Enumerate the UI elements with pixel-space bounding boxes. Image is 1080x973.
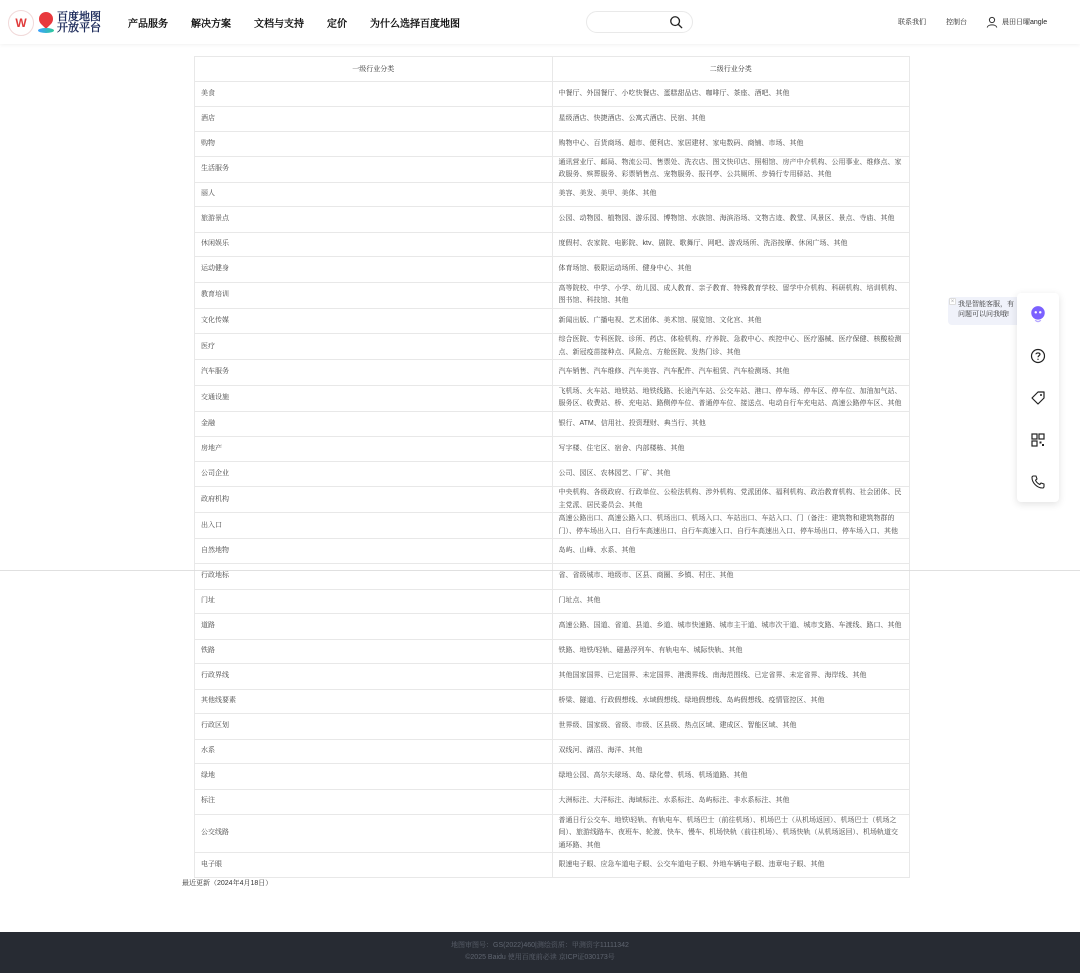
table-row — [195, 789, 910, 814]
table-row — [195, 689, 910, 714]
secondary-category-cell: 其他国家国界、已定国界、未定国界、港澳界线、南海范围线、已定省界、未定省界、海岸线、其他 — [552, 664, 910, 690]
console-wrap — [946, 0, 967, 44]
secondary-category-cell: 公司、园区、农林园艺、厂矿、其他 — [552, 461, 910, 487]
qrcode-icon — [1030, 432, 1046, 448]
phone-icon — [1030, 474, 1046, 490]
table-row — [195, 639, 910, 664]
secondary-category-cell: 星级酒店、快捷酒店、公寓式酒店、民宿、其他 — [552, 106, 910, 132]
table-row — [195, 664, 910, 690]
help-icon — [1030, 348, 1046, 364]
logo[interactable] — [8, 9, 101, 37]
search-icon[interactable] — [669, 15, 683, 29]
nav-pricing[interactable]: 定价 — [327, 18, 347, 30]
table-body — [195, 82, 910, 878]
table-row — [195, 308, 910, 334]
primary-category-cell: 政府机构 — [195, 487, 553, 513]
table-row — [195, 539, 910, 564]
secondary-category-cell: 门址点、其他 — [552, 589, 910, 614]
logo-text — [57, 12, 101, 34]
nav-products[interactable]: 产品服务 — [128, 18, 168, 30]
search-box — [586, 11, 693, 33]
logo-line1: 百度地图 — [57, 11, 101, 23]
secondary-category-cell: 汽车销售、汽车维修、汽车美容、汽车配件、汽车租赁、汽车检测场、其他 — [552, 360, 910, 386]
industry-table-wrap — [194, 56, 910, 878]
table-row — [195, 385, 910, 411]
table-row — [195, 614, 910, 640]
divider-line — [0, 570, 1080, 571]
secondary-category-cell: 省、省级城市、地级市、区县、商圈、乡镇、村庄、其他 — [552, 564, 910, 590]
primary-category-cell: 酒店 — [195, 106, 553, 132]
nav-docs[interactable]: 文档与支持 — [254, 18, 304, 30]
table-row — [195, 411, 910, 437]
table-row — [195, 106, 910, 132]
contact-wrap — [898, 0, 926, 44]
tag-icon — [1030, 390, 1046, 406]
table-row — [195, 564, 910, 590]
secondary-category-cell: 双线河、湖沼、海洋、其他 — [552, 739, 910, 764]
primary-category-cell: 绿地 — [195, 764, 553, 790]
secondary-category-cell: 度假村、农家院、电影院、ktv、剧院、歌舞厅、网吧、游戏场所、洗浴按摩、休闲广场、其他 — [552, 232, 910, 257]
secondary-category-cell: 限速电子眼、应急车道电子眼、公交车道电子眼、外地车辆电子眼、违章电子眼、其他 — [552, 853, 910, 878]
last-update: 最近更新（2024年4月18日） — [182, 880, 273, 887]
secondary-category-cell: 通讯营业厅、邮局、物流公司、售票处、洗衣店、图文快印店、照相馆、房产中介机构、公用事业、维修点、家政服务、殡葬服务、彩票销售点、宠物服务、报刊亭、公共厕所、步骑行专用驿站、其他 — [552, 156, 910, 182]
main-nav — [128, 0, 483, 44]
primary-category-cell: 自然地物 — [195, 539, 553, 564]
search-input[interactable] — [595, 12, 673, 32]
logo-line2: 开放平台 — [57, 22, 101, 34]
secondary-category-cell: 银行、ATM、信用社、投资理财、典当行、其他 — [552, 411, 910, 437]
secondary-category-cell: 岛屿、山峰、水系、其他 — [552, 539, 910, 564]
qrcode-button[interactable] — [1017, 419, 1059, 461]
secondary-category-cell: 体育场馆、极限运动场所、健身中心、其他 — [552, 257, 910, 283]
primary-category-cell: 美食 — [195, 82, 553, 107]
primary-category-cell: 休闲娱乐 — [195, 232, 553, 257]
table-row — [195, 360, 910, 386]
tag-button[interactable] — [1017, 377, 1059, 419]
secondary-category-cell: 高速公路、国道、省道、县道、乡道、城市快速路、城市主干道、城市次干道、城市支路、车渡线、路口、其他 — [552, 614, 910, 640]
secondary-category-cell: 中餐厅、外国餐厅、小吃快餐店、蛋糕甜品店、咖啡厅、茶座、酒吧、其他 — [552, 82, 910, 107]
help-button[interactable] — [1017, 335, 1059, 377]
secondary-category-cell: 世界级、国家级、省级、市级、区县级、热点区域、建成区、智能区域、其他 — [552, 714, 910, 740]
secondary-category-cell: 铁路、地铁/轻轨、磁悬浮列车、有轨电车、城际快轨、其他 — [552, 639, 910, 664]
table-row — [195, 257, 910, 283]
primary-category-cell: 医疗 — [195, 334, 553, 360]
footer-license: 地图审图号：GS(2022)460|测绘资质：甲测资字11111342 — [451, 942, 629, 949]
primary-category-cell: 公司企业 — [195, 461, 553, 487]
table-header-row — [195, 57, 910, 82]
contact-link[interactable]: 联系我们 — [898, 19, 926, 26]
logo-badge: W — [8, 10, 34, 36]
assistant-bubble[interactable] — [948, 297, 1022, 325]
secondary-category-cell: 综合医院、专科医院、诊所、药店、体检机构、疗养院、急救中心、疾控中心、医疗器械、医疗保健、核酸检测点、新冠疫苗接种点、风险点、方舱医院、发热门诊、其他 — [552, 334, 910, 360]
user-icon — [986, 16, 998, 28]
secondary-category-cell: 写字楼、住宅区、宿舍、内部楼栋、其他 — [552, 437, 910, 462]
table-row — [195, 182, 910, 207]
table-row — [195, 714, 910, 740]
secondary-category-cell: 大洲标注、大洋标注、海域标注、水系标注、岛屿标注、非水系标注、其他 — [552, 789, 910, 814]
secondary-category-cell: 绿地公园、高尔夫球场、岛、绿化带、机场、机场道路、其他 — [552, 764, 910, 790]
col-header-secondary: 二级行业分类 — [552, 57, 910, 82]
primary-category-cell: 道路 — [195, 614, 553, 640]
primary-category-cell: 生活服务 — [195, 156, 553, 182]
table-row — [195, 814, 910, 853]
secondary-category-cell: 高等院校、中学、小学、幼儿园、成人教育、亲子教育、特殊教育学校、留学中介机构、科研机构、培训机构、图书馆、科技馆、其他 — [552, 282, 910, 308]
primary-category-cell: 旅游景点 — [195, 207, 553, 233]
table-row — [195, 207, 910, 233]
table-row — [195, 232, 910, 257]
secondary-category-cell: 普通日行公交车、地铁\轻轨、有轨电车、机场巴士（前往机场）、机场巴士（从机场返回）、机场巴士（机场之间）、旅游线路车、夜班车、轮渡、快车、慢车、机场快轨（前往机场）、机场快轨（从机场返回）、机场轨道交通环路、其他 — [552, 814, 910, 853]
table-row — [195, 589, 910, 614]
secondary-category-cell: 中央机构、各级政府、行政单位、公检法机构、涉外机构、党派团体、福利机构、政治教育机构、社会团体、民主党派、居民委员会、其他 — [552, 487, 910, 513]
primary-category-cell: 公交线路 — [195, 814, 553, 853]
secondary-category-cell: 公园、动物园、植物园、游乐园、博物馆、水族馆、海滨浴场、文物古迹、教堂、风景区、景点、寺庙、其他 — [552, 207, 910, 233]
table-row — [195, 282, 910, 308]
primary-category-cell: 行政区划 — [195, 714, 553, 740]
top-header — [0, 0, 1080, 44]
secondary-category-cell: 新闻出版、广播电视、艺术团体、美术馆、展览馆、文化宫、其他 — [552, 308, 910, 334]
close-icon[interactable]: × — [950, 299, 955, 305]
map-pin-icon — [38, 12, 54, 34]
primary-category-cell: 文化传媒 — [195, 308, 553, 334]
primary-category-cell: 门址 — [195, 589, 553, 614]
secondary-category-cell: 飞机场、火车站、地铁站、地铁线路、长途汽车站、公交车站、港口、停车场、停车区、停车位、加油加气站、服务区、收费站、桥、充电站、路侧停车位、普通停车位、接送点、电动自行车充电站、高速公路停车区、其他 — [552, 385, 910, 411]
primary-category-cell: 购物 — [195, 132, 553, 157]
footer-copyright: ©2025 Baidu 使用百度前必读 京ICP证030173号 — [465, 954, 615, 961]
primary-category-cell: 行政界线 — [195, 664, 553, 690]
side-toolbar — [1017, 293, 1059, 502]
table-row — [195, 437, 910, 462]
nav-solutions[interactable]: 解决方案 — [191, 18, 231, 30]
assistant-button[interactable] — [1017, 293, 1059, 335]
primary-category-cell: 其他线要素 — [195, 689, 553, 714]
primary-category-cell: 出入口 — [195, 513, 553, 539]
table-row — [195, 487, 910, 513]
assistant-bubble-text: 我是智能客服，有问题可以问我哦! — [958, 301, 1014, 318]
table-row — [195, 853, 910, 878]
table-row — [195, 739, 910, 764]
phone-button[interactable] — [1017, 461, 1059, 503]
table-row — [195, 334, 910, 360]
table-row — [195, 156, 910, 182]
username: 晨田日曜angle — [1002, 19, 1048, 26]
secondary-category-cell: 购物中心、百货商场、超市、便利店、家居建材、家电数码、商铺、市场、其他 — [552, 132, 910, 157]
primary-category-cell: 标注 — [195, 789, 553, 814]
primary-category-cell: 丽人 — [195, 182, 553, 207]
primary-category-cell: 行政地标 — [195, 564, 553, 590]
nav-why-baidu[interactable]: 为什么选择百度地图 — [370, 18, 460, 30]
footer — [0, 932, 1080, 973]
primary-category-cell: 电子眼 — [195, 853, 553, 878]
primary-category-cell: 水系 — [195, 739, 553, 764]
table-row — [195, 132, 910, 157]
industry-table — [194, 56, 910, 878]
primary-category-cell: 汽车服务 — [195, 360, 553, 386]
secondary-category-cell: 桥梁、隧道、行政假想线、水域假想线、绿地假想线、岛屿假想线、疫情管控区、其他 — [552, 689, 910, 714]
primary-category-cell: 金融 — [195, 411, 553, 437]
user-menu[interactable] — [986, 0, 1047, 44]
secondary-category-cell: 高速公路出口、高速公路入口、机场出口、机场入口、车站出口、车站入口、门（备注：建筑物和建筑物群的门）、停车场出入口、自行车高速出口、自行车高速入口、自行车高速出入口、停车场出口、停车场入口、其他 — [552, 513, 910, 539]
primary-category-cell: 教育培训 — [195, 282, 553, 308]
console-link[interactable]: 控制台 — [946, 19, 967, 26]
primary-category-cell: 交通设施 — [195, 385, 553, 411]
table-row — [195, 764, 910, 790]
robot-icon — [1029, 305, 1047, 323]
primary-category-cell: 运动健身 — [195, 257, 553, 283]
secondary-category-cell: 美容、美发、美甲、美体、其他 — [552, 182, 910, 207]
primary-category-cell: 房地产 — [195, 437, 553, 462]
table-row — [195, 461, 910, 487]
table-row — [195, 513, 910, 539]
col-header-primary: 一级行业分类 — [195, 57, 553, 82]
table-row — [195, 82, 910, 107]
primary-category-cell: 铁路 — [195, 639, 553, 664]
